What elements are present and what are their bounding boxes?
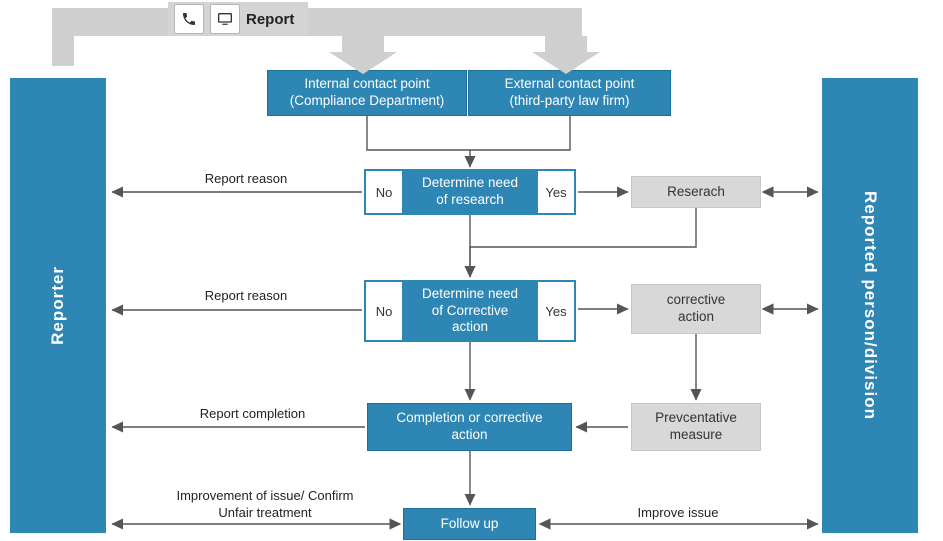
internal-contact-point-box[interactable] [267,70,467,116]
decision1-no-label[interactable]: No [364,169,404,215]
internal-contact-line2: (Compliance Department) [289,93,445,108]
decision-determine-need-of-research[interactable] [364,169,576,215]
corrective-action-line2: action [677,309,715,324]
completion-line2: action [451,427,488,442]
band-arrow-right [532,36,600,74]
corrective-action-box[interactable] [631,284,761,334]
external-contact-line2: (third-party law firm) [509,93,630,108]
corrective-action-line1: corrective [666,292,726,308]
completion-or-corrective-action-box[interactable] [367,403,572,451]
completion-line1: Completion or corrective [396,410,543,426]
edge-label-improvement-of-issue [140,488,390,522]
improvement-line1: Improvement of issue/ Confirm [176,488,354,503]
internal-contact-line1: Internal contact point [304,76,430,92]
decision2-line3: action [451,319,489,335]
lane-reported-person-label: Reported person/division [861,191,880,420]
decision1-line2: of research [436,192,504,207]
preventative-measure-line1: Prevcentative [655,410,737,426]
phone-icon [174,4,204,34]
band-arrow-left [329,36,397,74]
monitor-icon [210,4,240,34]
decision1-text [404,169,536,215]
preventative-measure-line2: measure [669,427,723,442]
report-label: Report [246,10,295,28]
follow-up-label: Follow up [440,515,499,531]
decision2-no-label[interactable]: No [364,280,404,342]
lane-reporter-label: Reporter [48,266,67,345]
report-header [168,2,308,36]
lane-reporter [10,78,106,533]
external-contact-line1: External contact point [504,76,635,92]
follow-up-box[interactable] [403,508,536,540]
decision2-line2: of Corrective [431,302,509,318]
decision1-yes-label[interactable]: Yes [536,169,576,215]
decision2-yes-label[interactable]: Yes [536,280,576,342]
report-band-left-stem [52,8,74,66]
decision-determine-need-of-corrective-action[interactable] [364,280,576,342]
research-box[interactable] [631,176,761,208]
report-band-horizontal [52,8,582,36]
decision2-text [404,280,536,342]
decision1-line1: Determine need [421,175,519,191]
research-label: Reserach [667,183,725,199]
edge-label-report-reason-2: Report reason [204,288,288,303]
edge-label-report-completion: Report completion [199,406,306,421]
edge-label-improve-issue: Improve issue [637,505,719,520]
lane-reported-person [822,78,918,533]
external-contact-point-box[interactable] [468,70,671,116]
improvement-line2: Unfair treatment [218,504,312,520]
edge-label-report-reason-1: Report reason [204,171,288,186]
decision2-line1: Determine need [421,285,519,301]
preventative-measure-box[interactable] [631,403,761,451]
